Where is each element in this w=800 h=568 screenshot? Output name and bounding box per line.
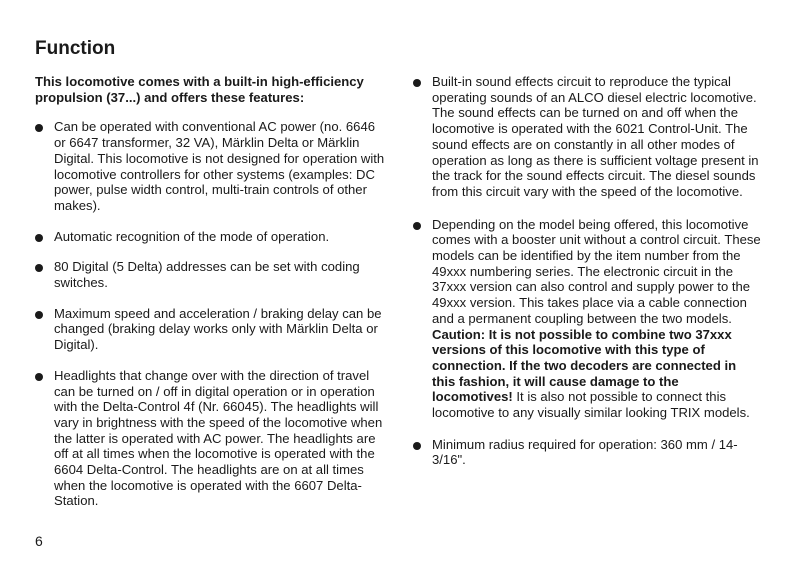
list-item-text: Built-in sound effects circuit to reproduce the typical operating sounds of an ALCO diesel electric locomotive. The sound effects can be turned on and off when the locomotive is operated with the 6021 Control-Unit. The sound effects are on constantly in all other modes of operation as long as there is sufficient voltage present in the track for the sound effects circuit. The diesel sounds from this circuit vary with the speed of the locomotive. [432, 74, 759, 199]
bullet-icon [35, 264, 43, 272]
left-column [35, 74, 385, 524]
bullet-icon [35, 311, 43, 319]
list-item-text: Automatic recognition of the mode of operation. [54, 228, 330, 244]
intro-text: This locomotive comes with a built-in high-efficiency propulsion (37...) and offers these features: [35, 74, 364, 105]
page-number: 6 [35, 533, 43, 549]
feature-list [35, 119, 385, 509]
caution-text: Caution: It is not possible to combine two 37xxx versions of this locomotive with this type of connection. If the two decoders are connected in this fashion, it will cause damage to the locomotives! [432, 326, 737, 405]
list-item-text: 80 Digital (5 Delta) addresses can be set with coding switches. [54, 259, 360, 291]
bullet-icon [35, 373, 43, 381]
list-item-text: Minimum radius required for operation: 360 mm / 14-3/16". [432, 436, 738, 468]
list-item [413, 74, 763, 200]
list-item [35, 119, 385, 213]
bullet-icon [35, 124, 43, 132]
list-item [35, 306, 385, 353]
right-column [413, 74, 763, 483]
list-item-text: Depending on the model being offered, this locomotive comes with a booster unit without a control circuit. These models can be identified by the item number from the 49xxx numbering series. The electronic circuit in the 37xxx version can also control and supply power to the 49xxx version. This takes place via a cable connection and a permanent coupling between the two models. [432, 216, 761, 326]
list-item-text: Headlights that change over with the direction of travel can be turned on / off in digital operation or in operation with the Delta-Control 4f (Nr. 66045). The headlights will vary in brightness with the speed of the locomotive when the latter is operated with AC power. The headlights are off at all times when the locomotive is operated with the 6604 Delta-Control. The headlights are on at all times when the locomotive is operated with the 6607 Delta-Station. [54, 367, 383, 509]
bullet-icon [413, 222, 421, 230]
list-item [35, 368, 385, 509]
feature-list [413, 74, 763, 468]
list-item-text: Maximum speed and acceleration / braking delay can be changed (braking delay works only with Märklin Delta or Digital). [54, 305, 382, 353]
list-item [413, 217, 763, 421]
bullet-icon [413, 442, 421, 450]
list-item [413, 437, 763, 468]
list-item-text: Can be operated with conventional AC power (no. 6646 or 6647 transformer, 32 VA), Märklin Delta or Märklin Digital. This locomotive is not designed for operation with locomotive controllers for other systems (examples: DC power, pulse width control, multi-train controls of other makes). [54, 119, 385, 213]
list-item-note: It is also not possible to connect this locomotive to any visually similar looking TRIX models. [432, 389, 750, 421]
bullet-icon [413, 79, 421, 87]
list-item [35, 259, 385, 290]
list-item [35, 229, 385, 245]
bullet-icon [35, 234, 43, 242]
page-title: Function [35, 38, 116, 59]
